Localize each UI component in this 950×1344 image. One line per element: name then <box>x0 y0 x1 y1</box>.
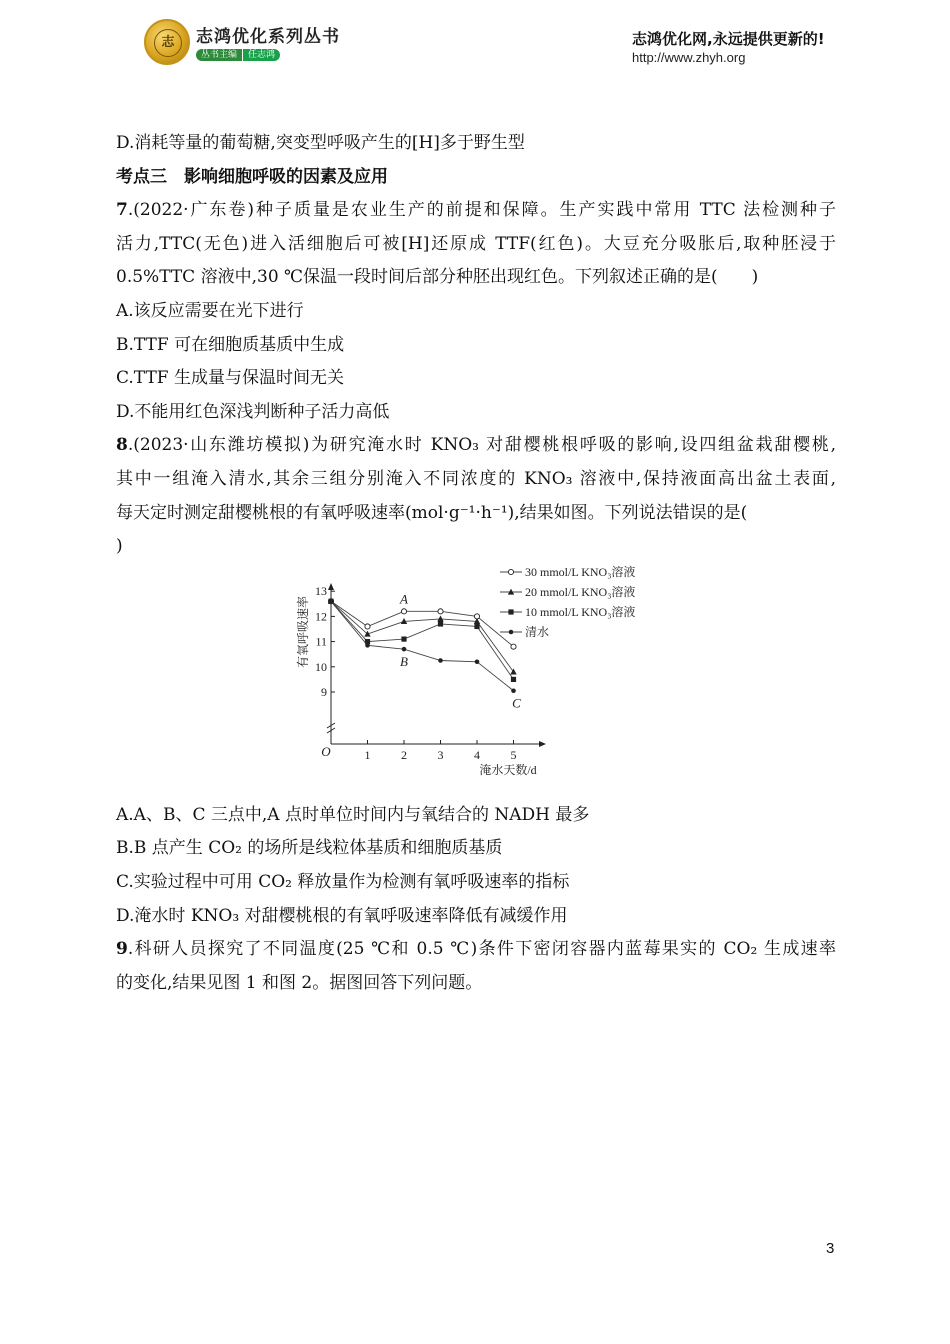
legend-marker <box>508 609 513 614</box>
q7-option-d: D.不能用红色深浅判断种子活力高低 <box>116 401 390 422</box>
legend-marker <box>508 569 513 574</box>
respiration-chart <box>290 557 670 787</box>
x-tick-label: 1 <box>364 748 371 762</box>
brand-editor-tag <box>196 47 280 60</box>
y-axis-arrow <box>328 583 334 590</box>
q8-stem-line-2: 其中一组淹入清水,其余三组分别淹入不同浓度的 KNO₃ 溶液中,保持液面高出盆土表面, <box>116 468 836 489</box>
legend-marker <box>509 630 514 635</box>
point-label-C: C <box>512 695 521 711</box>
q9-text-1: .科研人员探究了不同温度(25 ℃和 0.5 ℃)条件下密闭容器内蓝莓果实的 CO₂ 生成速率 <box>127 939 836 960</box>
logo-mark: 志 <box>154 29 182 57</box>
y-tick-label: 11 <box>315 634 327 649</box>
data-point <box>401 636 406 641</box>
q7-option-b: B.TTF 可在细胞质基质中生成 <box>116 334 345 355</box>
q8-option-a: A.A、B、C 三点中,A 点时单位时间内与氧结合的 NADH 最多 <box>116 804 590 825</box>
data-point <box>474 624 479 629</box>
data-point <box>438 658 443 663</box>
legend-label: 10 mmol/L KNO₃溶液 <box>525 605 636 619</box>
legend-label: 清水 <box>525 625 550 639</box>
data-point <box>365 624 370 629</box>
brand-tag-label: 丛书主编 <box>196 49 242 61</box>
q7-number: 7 <box>116 200 128 221</box>
data-point <box>511 644 516 649</box>
q6-option-d: D.消耗等量的葡萄糖,突变型呼吸产生的[H]多于野生型 <box>116 133 525 153</box>
x-tick-label: 3 <box>437 748 444 762</box>
data-point <box>401 609 406 614</box>
page-header <box>0 0 950 88</box>
q8-option-b: B.B 点产生 CO₂ 的场所是线粒体基质和细胞质基质 <box>116 838 503 859</box>
data-point <box>475 659 480 664</box>
q7-stem-line-3: 0.5%TTC 溶液中,30 ℃保温一段时间后部分种胚出现红色。下列叙述正确的是( ) <box>116 267 759 288</box>
series-line-4 <box>331 601 514 690</box>
q9-number: 9 <box>116 939 128 960</box>
q7-text-1: .(2022·广东卷)种子质量是农业生产的前提和保障。生产实践中常用 TTC 法检测种子 <box>127 200 836 221</box>
brand-logo-seal <box>144 19 190 65</box>
data-point <box>329 599 334 604</box>
q7-option-c: C.TTF 生成量与保温时间无关 <box>116 368 344 389</box>
x-tick-label: 5 <box>510 748 517 762</box>
x-tick-label: 2 <box>401 748 407 762</box>
q8-stem-line-3: 每天定时测定甜樱桃根的有氧呼吸速率(mol·g⁻¹·h⁻¹),结果如图。下列说法错误的是( <box>116 502 748 523</box>
brand-title: 志鸿优化系列丛书 <box>196 27 340 47</box>
header-slogan: 志鸿优化网,永远提供更新的! <box>632 30 825 48</box>
y-tick-label: 13 <box>315 584 327 599</box>
data-point <box>402 647 407 652</box>
q9-stem-line-1 <box>116 933 836 967</box>
q7-stem-line-1 <box>116 194 836 228</box>
brand-tag-name: 任志鸿 <box>243 49 280 61</box>
data-point <box>437 616 443 622</box>
header-url-link[interactable]: http://www.zhyh.org <box>632 50 746 65</box>
data-point <box>511 688 516 693</box>
q8-text-1: .(2023·山东潍坊模拟)为研究淹水时 KNO₃ 对甜樱桃根呼吸的影响,设四组盆栽甜樱桃, <box>127 435 836 456</box>
point-label-A: A <box>400 591 408 607</box>
q8-number: 8 <box>116 435 128 456</box>
data-point <box>365 643 370 648</box>
page-number: 3 <box>826 1240 835 1257</box>
q8-stem-line-1 <box>116 429 836 463</box>
y-tick-label: 9 <box>321 685 327 699</box>
y-tick-label: 12 <box>315 609 327 624</box>
x-axis-label: 淹水天数/d <box>479 763 537 777</box>
y-axis-label: 有氧呼吸速率 <box>296 595 310 669</box>
x-tick-label: 4 <box>474 748 480 762</box>
q7-option-a: A.该反应需要在光下进行 <box>116 300 304 321</box>
point-label-B: B <box>400 654 408 670</box>
series-line-2 <box>331 601 514 672</box>
q9-stem-line-2: 的变化,结果见图 1 和图 2。据图回答下列问题。 <box>116 972 483 993</box>
data-point <box>511 677 516 682</box>
legend-label: 20 mmol/L KNO₃溶液 <box>525 585 636 599</box>
legend-label: 30 mmol/L KNO₃溶液 <box>525 565 636 579</box>
q8-option-d: D.淹水时 KNO₃ 对甜樱桃根的有氧呼吸速率降低有减缓作用 <box>116 905 568 926</box>
origin-label: O <box>321 744 331 759</box>
q7-stem-line-2: 活力,TTC(无色)进入活细胞后可被[H]还原成 TTF(红色)。大豆充分吸胀后,取种胚浸于 <box>116 233 836 254</box>
y-tick-label: 10 <box>315 659 327 674</box>
section-heading: 考点三 影响细胞呼吸的因素及应用 <box>116 166 388 187</box>
data-point <box>438 609 443 614</box>
series-line-3 <box>331 601 514 679</box>
x-axis-arrow <box>539 741 546 747</box>
data-point <box>438 621 443 626</box>
q8-option-c: C.实验过程中可用 CO₂ 释放量作为检测有氧呼吸速率的指标 <box>116 871 570 892</box>
q8-stem-line-4: ) <box>116 536 123 557</box>
